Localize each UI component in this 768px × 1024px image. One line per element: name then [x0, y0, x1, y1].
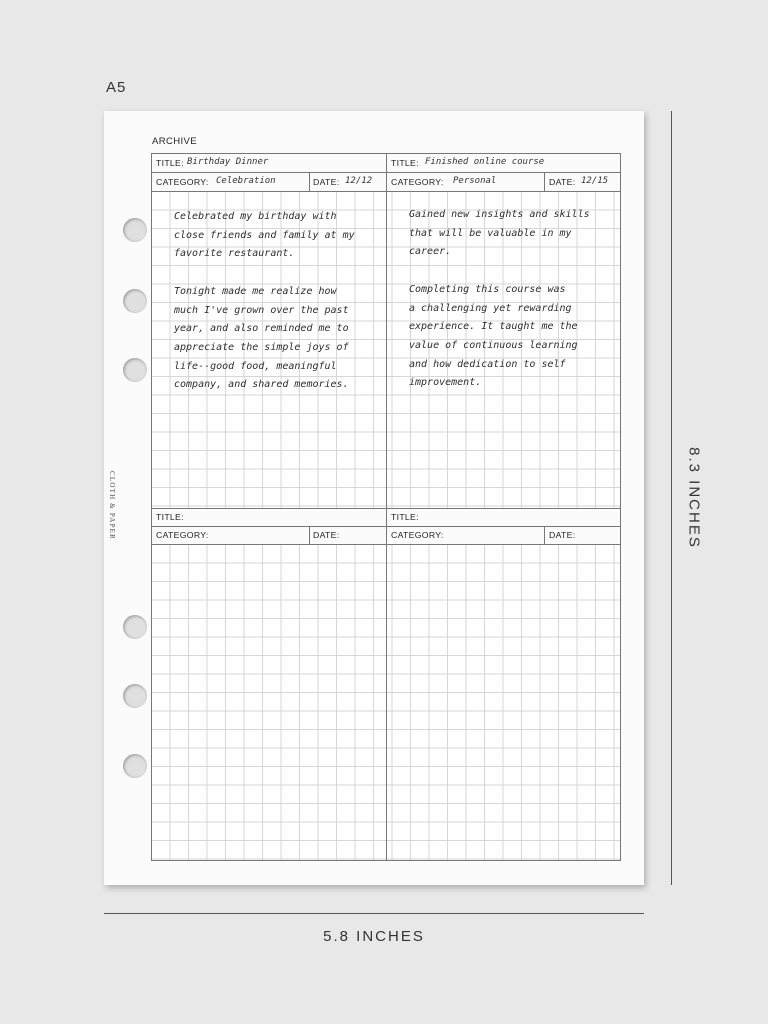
- height-dimension-label: 8.3 INCHES: [685, 447, 703, 549]
- notes-line: Gained new insights and skills: [409, 209, 590, 220]
- notes-line: appreciate the simple joys of: [174, 341, 349, 353]
- notes-line: Completing this course was: [409, 283, 566, 295]
- notes-paragraph: [174, 283, 355, 395]
- category-label: CATEGORY:: [156, 530, 209, 540]
- notes-paragraph: [409, 281, 590, 393]
- entry-notes[interactable]: [174, 208, 355, 414]
- entry-date-value[interactable]: 12/12: [345, 176, 373, 186]
- entry-category-value[interactable]: Celebration: [216, 176, 276, 186]
- date-divider: [544, 172, 545, 191]
- notes-paragraph: [409, 206, 590, 262]
- notes-paragraph: [174, 208, 355, 264]
- date-label: DATE:: [549, 530, 576, 540]
- entry-notes[interactable]: [409, 206, 590, 412]
- notes-line: career.: [409, 246, 452, 258]
- notes-line: Celebrated my birthday with: [174, 211, 337, 222]
- notes-line: and how dedication to self: [409, 358, 566, 370]
- entry-date-value[interactable]: 12/15: [581, 176, 609, 186]
- notes-line: Tonight made me realize how: [174, 285, 337, 297]
- notes-line: close friends and family at my: [174, 229, 355, 241]
- notes-line: improvement.: [409, 377, 482, 389]
- entry-notes[interactable]: [152, 545, 386, 860]
- date-label: DATE:: [313, 530, 340, 540]
- date-label: DATE:: [549, 177, 576, 187]
- entry-notes[interactable]: [387, 545, 620, 860]
- notes-line: favorite restaurant.: [174, 248, 295, 260]
- notes-line: a challenging yet rewarding: [409, 302, 572, 314]
- title-label: TITLE:: [156, 512, 184, 522]
- title-label: TITLE:: [156, 158, 184, 168]
- date-divider: [309, 526, 310, 544]
- entry-category-value[interactable]: Personal: [453, 176, 497, 186]
- ring-hole-1: [123, 218, 147, 242]
- category-label: CATEGORY:: [156, 177, 209, 187]
- ring-hole-6: [123, 754, 147, 778]
- brand-mark: CLOTH & PAPER: [108, 471, 116, 541]
- height-dimension-line: [671, 111, 672, 885]
- form-title: ARCHIVE: [152, 136, 198, 147]
- notes-line: value of continuous learning: [409, 339, 578, 351]
- entry-title-value[interactable]: Birthday Dinner: [187, 157, 269, 167]
- date-divider: [309, 172, 310, 191]
- category-label: CATEGORY:: [391, 177, 444, 187]
- ring-hole-2: [123, 289, 147, 313]
- ring-hole-5: [123, 684, 147, 708]
- notes-line: that will be valuable in my: [409, 227, 572, 239]
- width-dimension-line: [104, 913, 644, 914]
- notes-line: life--good food, meaningful: [174, 360, 337, 372]
- title-label: TITLE:: [391, 158, 419, 168]
- ring-hole-3: [123, 358, 147, 382]
- notes-line: year, and also reminded me to: [174, 323, 349, 335]
- width-dimension-label: 5.8 INCHES: [323, 928, 425, 945]
- notes-line: experience. It taught me the: [409, 321, 578, 333]
- date-label: DATE:: [313, 177, 340, 187]
- ring-hole-4: [123, 615, 147, 639]
- date-divider: [544, 526, 545, 544]
- notes-line: company, and shared memories.: [174, 379, 349, 391]
- size-label: A5: [106, 79, 127, 96]
- entry-title-value[interactable]: Finished online course: [425, 157, 545, 167]
- archive-form: [151, 153, 621, 861]
- planner-sheet: [104, 111, 644, 885]
- category-label: CATEGORY:: [391, 530, 444, 540]
- notes-line: much I've grown over the past: [174, 304, 349, 316]
- title-label: TITLE:: [391, 512, 419, 522]
